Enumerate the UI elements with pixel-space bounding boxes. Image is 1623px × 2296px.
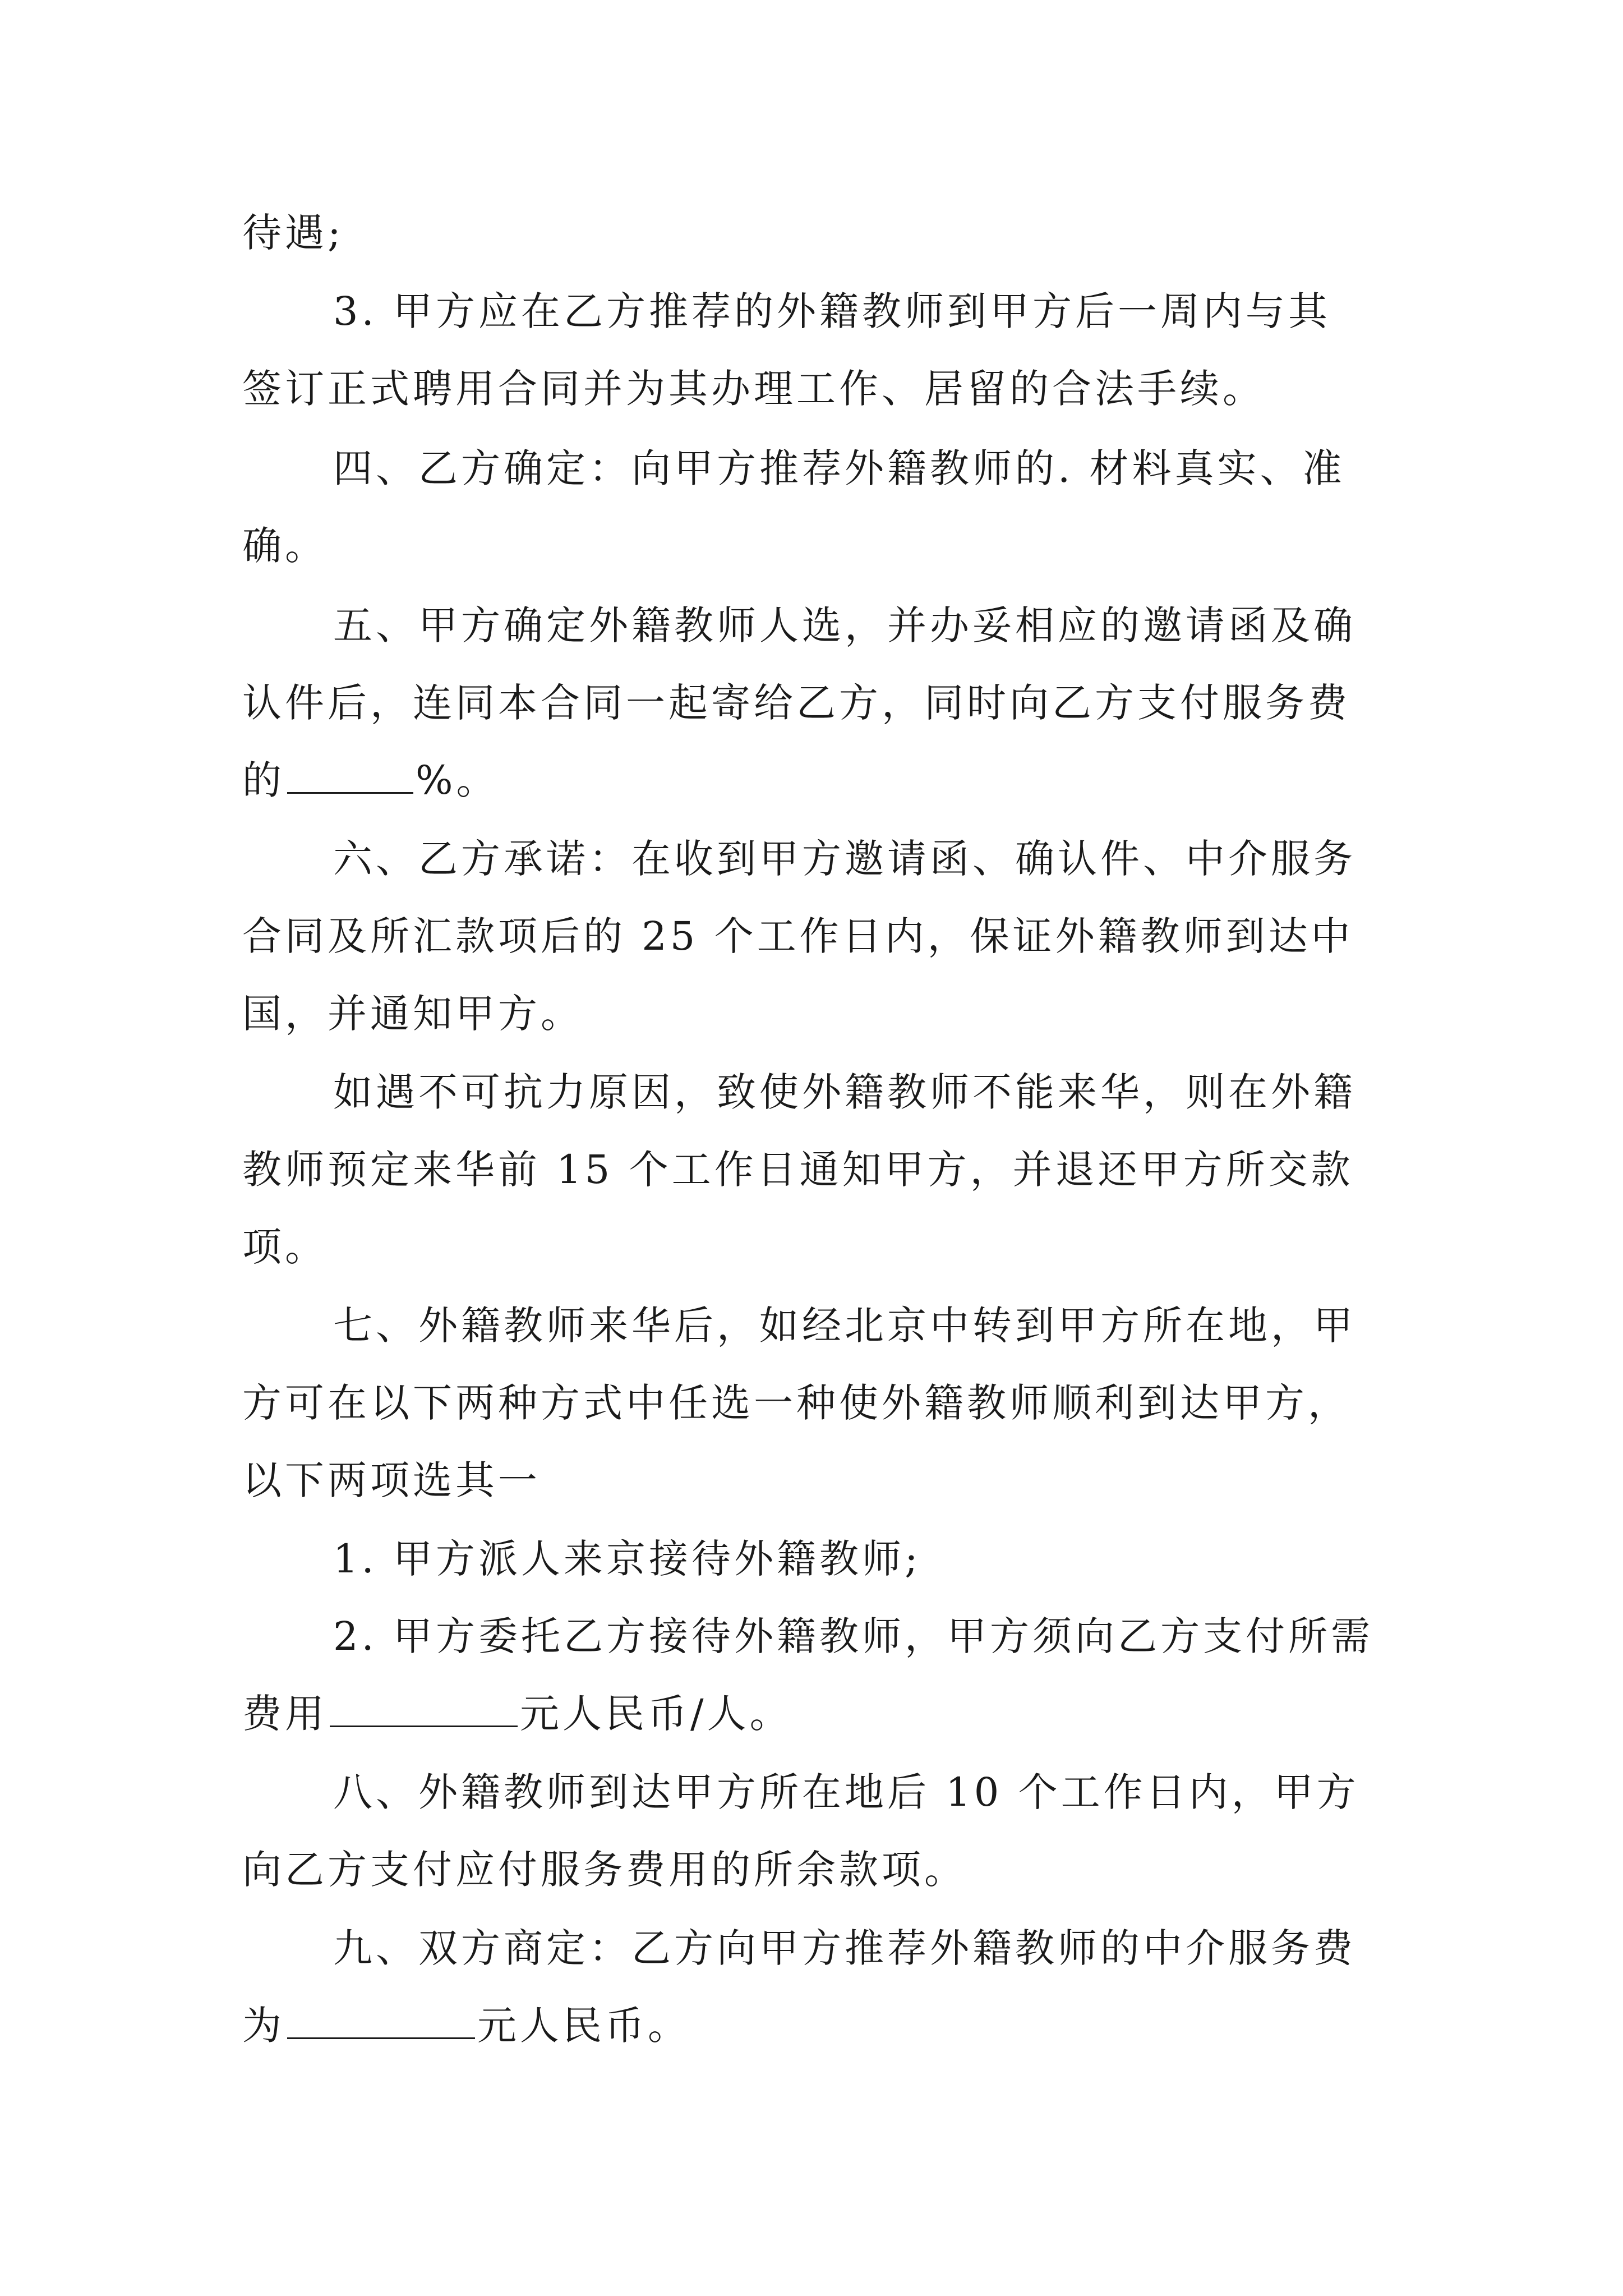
- force-majeure-line-2: 教师预定来华前 15 个工作日通知甲方，并退还甲方所交款: [242, 1147, 1354, 1193]
- clause-9-line-2: 为 元人民币。: [242, 2003, 690, 2049]
- force-majeure-line-3: 项。: [242, 1224, 328, 1270]
- clause-4-line-1: 四、乙方确定：向甲方推荐外籍教师的. 材料真实、准: [333, 445, 1345, 491]
- clause-7-line-3: 以下两项选其一: [242, 1457, 541, 1503]
- clause-6-line-1: 六、乙方承诺：在收到甲方邀请函、确认件、中介服务: [333, 836, 1356, 882]
- clause-3-line-1: 3. 甲方应在乙方推荐的外籍教师到甲方后一周内与其: [333, 288, 1331, 334]
- force-majeure-line-1: 如遇不可抗力原因，致使外籍教师不能来华，则在外籍: [333, 1069, 1356, 1115]
- clause-4-line-2: 确。: [242, 523, 328, 569]
- clause-8-line-1: 八、外籍教师到达甲方所在地后 10 个工作日内，甲方: [333, 1769, 1359, 1815]
- text-line: 待遇;: [242, 210, 344, 256]
- clause-5-line-3: 的 %。: [242, 757, 499, 803]
- clause-5-line-1: 五、甲方确定外籍教师人选，并办妥相应的邀请函及确: [333, 602, 1356, 648]
- clause-9-line-1: 九、双方商定：乙方向甲方推荐外籍教师的中介服务费: [333, 1925, 1356, 1971]
- percentage-blank: [287, 758, 413, 794]
- fee-amount-blank: [330, 1692, 518, 1727]
- clause-8-line-2: 向乙方支付应付服务费用的所余款项。: [242, 1847, 967, 1893]
- clause-6-line-3: 国，并通知甲方。: [242, 991, 583, 1037]
- clause-3-line-2: 签订正式聘用合同并为其办理工作、居留的合法手续。: [242, 366, 1265, 412]
- clause-7-line-2: 方可在以下两种方式中任选一种使外籍教师顺利到达甲方，: [242, 1380, 1350, 1426]
- clause-5-line-2: 认件后，连同本合同一起寄给乙方，同时向乙方支付服务费: [242, 680, 1350, 726]
- clause-7-line-1: 七、外籍教师来华后，如经北京中转到甲方所在地，甲: [333, 1303, 1356, 1349]
- service-fee-blank: [287, 2004, 475, 2039]
- option-1-line: 1. 甲方派人来京接待外籍教师;: [333, 1536, 921, 1582]
- option-2-line-2: 费用 元人民币/人。: [242, 1691, 792, 1737]
- option-2-line-1: 2. 甲方委托乙方接待外籍教师，甲方须向乙方支付所需: [333, 1613, 1374, 1659]
- clause-6-line-2: 合同及所汇款项后的 25 个工作日内，保证外籍教师到达中: [242, 913, 1354, 959]
